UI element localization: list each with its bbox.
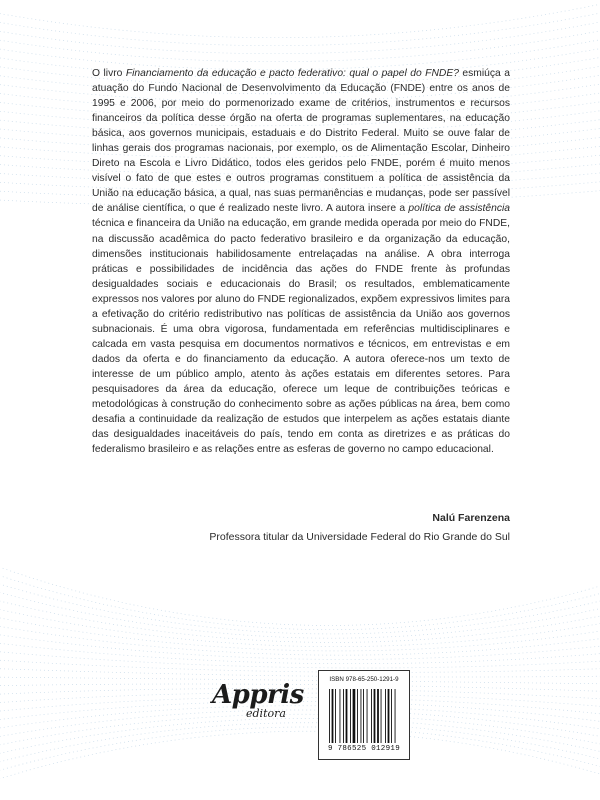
barcode-bar bbox=[381, 689, 382, 743]
barcode-bar bbox=[371, 689, 372, 743]
pattern-line bbox=[0, 659, 600, 672]
pattern-line bbox=[0, 668, 600, 677]
pattern-line bbox=[0, 18, 600, 54]
barcode-bar bbox=[395, 689, 396, 743]
blurb-text-3: técnica e financeira da União na educação, em grande medida operada por meio do FNDE, na discussão acadêmica do pacto federativo brasileiro e da organização da educação, dimensões institucionais habilidosamente entrelaçadas na análise. A obra interroga práticas e possibilidades de incidência das ações do FNDE frente às profundas desigualdades sociais e educacionais do Brasil; os resultados, emblematicamente expressos nos valores por aluno do FNDE regionalizados, expõem expressivos limites para a efetivação do critério redistributivo nas políticas de assistência da União aos governos subnacionais. É uma obra vigorosa, fundamentada em referências multidisciplinares e calcada em vasta pesquisa em documentos normativos e técnicos, em entrevistas e em dados da oferta e do financiamento da educação. A autora oferece-nos um texto de interesse de um público amplo, atento às ações estatais em diferentes setores. Para pesquisadores da área da educação, oferece um leque de contribuições teóricas e metodológicas à construção do conhecimento sobre as ações públicas na área, bem como desafia a continuidade da realização de estudos que interpelem as ações estatais diante das desigualdades inaceitáveis do país, tendo em conta as diretrizes e as práticas do federalismo brasileiro e as relações entre as esferas de governo no campo educacional. bbox=[92, 218, 510, 456]
barcode-digits: 9 786525 012919 bbox=[327, 745, 400, 753]
blurb-paragraph bbox=[92, 66, 510, 457]
barcode-bar bbox=[388, 689, 390, 743]
barcode-bar bbox=[353, 689, 356, 743]
pattern-line bbox=[0, 623, 600, 655]
barcode-bar bbox=[367, 689, 368, 743]
pattern-line bbox=[0, 605, 600, 647]
back-cover-blurb bbox=[92, 66, 510, 457]
barcode-bar bbox=[357, 689, 358, 743]
pattern-line bbox=[0, 641, 600, 664]
pattern-line bbox=[0, 560, 600, 625]
barcode-graphic bbox=[327, 687, 401, 745]
pattern-line bbox=[0, 0, 600, 38]
term-italic: política de assistência bbox=[408, 203, 510, 215]
pattern-line bbox=[0, 36, 600, 70]
barcode-bar bbox=[343, 689, 344, 743]
publisher-logo bbox=[212, 680, 304, 726]
isbn-barcode-box bbox=[318, 670, 410, 760]
blurb-text-2: esmiúça a atuação do Fundo Nacional de Desenvolvimento da Educação (FNDE) entre os anos de 1995 e 2006, por meio do pormenorizado exame de critérios, instrumentos e recursos financeiros da política desse órgão na oferta de programas suplementares, na educação básica, aos governos municipais, estaduais e do Distrito Federal. Muito se ouve falar de linhas gerais dos programas nacionais, por exemplo, os de Alimentação Escolar, Dinheiro Direto na Escola e Livro Didático, todos eles geridos pelo FNDE, porém é muito menos visível o fato de que estes e outros programas constituem a política de assistência da União na educação básica, a qual, nas suas permanências e mudanças, pode ser passível de análise científica, o que é realizado neste livro. A autora insere a bbox=[92, 68, 510, 215]
isbn-label: ISBN 978-65-250-1291-9 bbox=[329, 676, 399, 683]
barcode-bar bbox=[385, 689, 386, 743]
pattern-line bbox=[0, 723, 600, 767]
pattern-line bbox=[0, 632, 600, 659]
blurb-text-1: O livro bbox=[92, 68, 126, 79]
barcode-bar bbox=[346, 689, 348, 743]
pattern-line bbox=[0, 578, 600, 634]
publisher-logo-main: Appris bbox=[212, 680, 304, 710]
barcode-bar bbox=[329, 689, 330, 743]
pattern-line bbox=[0, 9, 600, 46]
barcode-bar bbox=[340, 689, 341, 743]
barcode-bar bbox=[335, 689, 336, 743]
author-affiliation: Professora titular da Universidade Federal do Rio Grande do Sul bbox=[209, 531, 510, 543]
publisher-logo-sub: editora bbox=[246, 707, 286, 720]
book-title-italic: Financiamento da educação e pacto federativo: qual o papel do FNDE? bbox=[125, 68, 459, 79]
author-name: Nalú Farenzena bbox=[432, 512, 510, 524]
barcode-bar bbox=[332, 689, 334, 743]
barcode-bar bbox=[377, 689, 379, 743]
barcode-bar bbox=[361, 689, 362, 743]
pattern-line bbox=[0, 587, 600, 638]
pattern-line bbox=[0, 650, 600, 668]
barcode-bar bbox=[374, 689, 376, 743]
barcode-bar bbox=[350, 689, 351, 743]
pattern-line bbox=[0, 731, 600, 785]
barcode-bar bbox=[363, 689, 364, 743]
pattern-line bbox=[0, 27, 600, 62]
pattern-line bbox=[0, 727, 600, 776]
barcode-bar bbox=[391, 689, 392, 743]
